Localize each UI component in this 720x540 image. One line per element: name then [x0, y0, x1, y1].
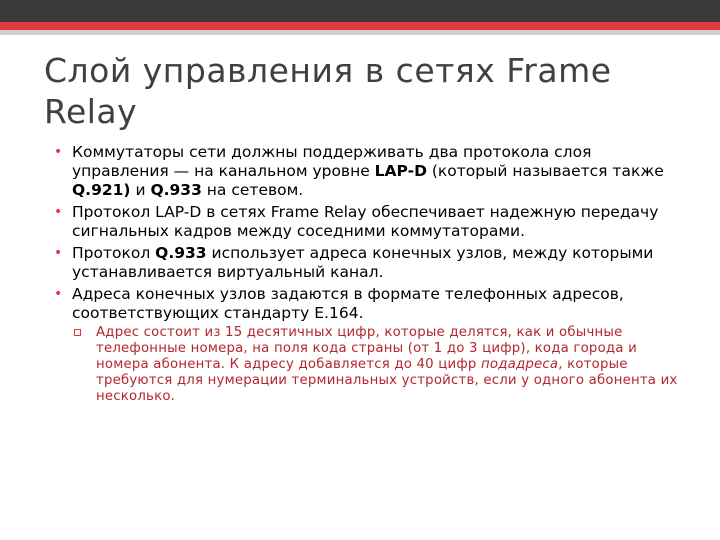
slide-title: Слой управления в сетях Frame Relay — [44, 51, 612, 131]
header-dark-band — [0, 0, 720, 22]
bullet-marker-icon: • — [54, 144, 63, 160]
protocol-name: Q.921) — [72, 181, 131, 199]
bullet-marker-icon: • — [54, 286, 63, 302]
bullet-text: Адреса конечных узлов задаются в формате телефонных адресов, соответствующих стандарту E.164. — [72, 285, 624, 322]
bullet-text: на сетевом. — [201, 181, 304, 199]
bullet-text: (который называется также — [426, 162, 664, 180]
emphasized-term: подадреса — [481, 357, 559, 372]
bullet-list — [52, 143, 688, 405]
bullet-text: Коммутаторы сети должны поддерживать два протокола слоя управления — на канальном уровне — [72, 143, 592, 180]
bullet-text: Протокол — [72, 244, 156, 262]
header-accent-band — [0, 22, 720, 30]
bullet-text: использует адреса конечных узлов, между которыми устанавливается виртуальный канал. — [72, 244, 654, 281]
bullet-item-protocols — [52, 143, 688, 200]
protocol-name: Q.933 — [155, 244, 207, 262]
bullet-item-lapd — [52, 203, 688, 241]
header-shadow-band — [0, 30, 720, 35]
slide-body — [52, 143, 688, 408]
square-bullet-icon — [74, 329, 81, 336]
bullet-marker-icon: • — [54, 245, 63, 261]
sub-bullet-text: , которые требуются для нумерации терминальных устройств, если у одного абонента их несколько. — [96, 357, 678, 404]
bullet-text: Протокол LAP-D в сетях Frame Relay обеспечивает надежную передачу сигнальных кадров между соседними коммутаторами. — [72, 203, 659, 240]
sub-bullet-list — [72, 325, 688, 405]
protocol-name: LAP-D — [374, 162, 427, 180]
sub-bullet-text: Адрес состоит из 15 десятичных цифр, которые делятся, как и обычные телефонные номера, на поля кода страны (от 1 до 3 цифр), кода города и номера абонента. К адресу добавляется до 40 цифр — [96, 325, 637, 372]
protocol-name: Q.933 — [150, 181, 202, 199]
bullet-marker-icon: • — [54, 204, 63, 220]
bullet-item-addresses — [52, 285, 688, 405]
bullet-item-q933 — [52, 244, 688, 282]
sub-bullet-item — [72, 325, 688, 405]
bullet-text: и — [130, 181, 151, 199]
